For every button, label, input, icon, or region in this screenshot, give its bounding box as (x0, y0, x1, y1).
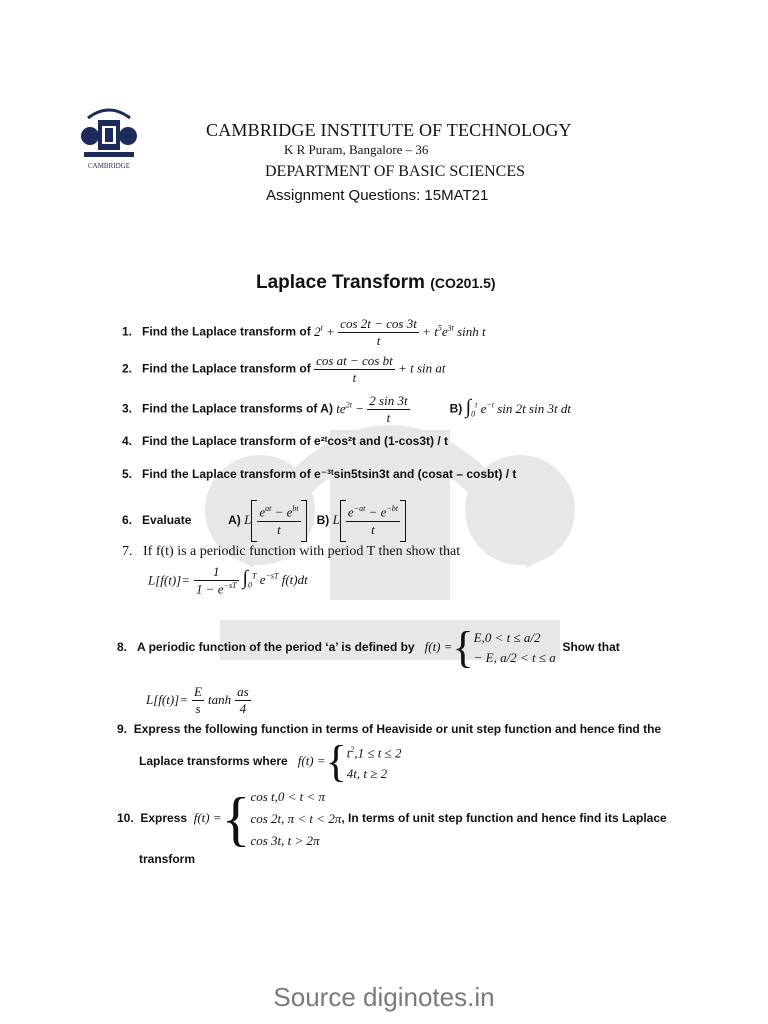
question-6: 6. Evaluate A) L $\frac{e^{at} - e^{bt}}{t}$ B) L $\frac{e^{-at} - e^{-bt}}{t}$ (122, 500, 406, 542)
question-3: 3. Find the Laplace transforms of A) $te^{2t}$ − $\frac{2 \sin 3t}{t}$ B) $\int_0^t$ $e^{-t}$ sin 2t sin 3t dt (122, 393, 571, 425)
question-10: 10. Express f(t) ={cos t,0 < t < π cos 2t, π < t < 2π cos 3t, t > 2π, In terms of unit step function and hence find its Laplace (117, 786, 667, 852)
department-name: DEPARTMENT OF BASIC SCIENCES (265, 163, 525, 180)
cambridge-logo (78, 100, 140, 180)
question-2: 2. Find the Laplace transform of $\frac{\text{cos at − cos bt}}{t}$ + t sin at (122, 353, 446, 385)
question-1: 1. Find the Laplace transform of $2^t$ + $\frac{\cos 2t - \cos 3t}{t}$ + $t^5e^{3t}$ sinh t (122, 316, 486, 348)
question-10-line2: transform (139, 852, 196, 866)
institute-name: CAMBRIDGE INSTITUTE OF TECHNOLOGY (206, 120, 572, 140)
source-footer: Source diginotes.in (273, 982, 495, 1012)
question-8-formula: L[f(t)]= $\frac{E}{s}$ tanh $\frac{as}{4}$ (146, 684, 249, 716)
question-7: 7. If f(t) is a periodic function with period T then show that (122, 544, 461, 559)
svg-text:CAMBRIDGE: CAMBRIDGE (87, 162, 131, 170)
question-5: 5. Find the Laplace transform of e⁻³ᵗsin5tsin3t and (cosat – cosbt) / t (122, 467, 517, 481)
assignment-code: Assignment Questions: 15MAT21 (266, 187, 489, 204)
question-7-formula: L[f(t)]= $\frac{1}{1 - e^{-sT}}$ $\int_0^T$ $e^{-sT}$ f(t)dt (148, 564, 308, 597)
question-4: 4. Find the Laplace transform of e²ᵗcos²t and (1-cos3t) / t (122, 434, 449, 448)
question-8: 8. A periodic function of the period ‘a’ is defined by f(t) ={E,0 < t ≤ a/2 − E, a/2 < t ≤ a Show that (117, 623, 620, 672)
question-9: 9. Express the following function in terms of Heaviside or unit step function and hence find the (117, 722, 662, 736)
question-9-line2: Laplace transforms where $f(t) =\{t^2,1 \le t \le 2$ 4t, t ≥ 2 (139, 737, 402, 786)
page-title: Laplace Transform (CO201.5) (256, 272, 496, 293)
institute-address: K R Puram, Bangalore – 36 (284, 142, 429, 157)
